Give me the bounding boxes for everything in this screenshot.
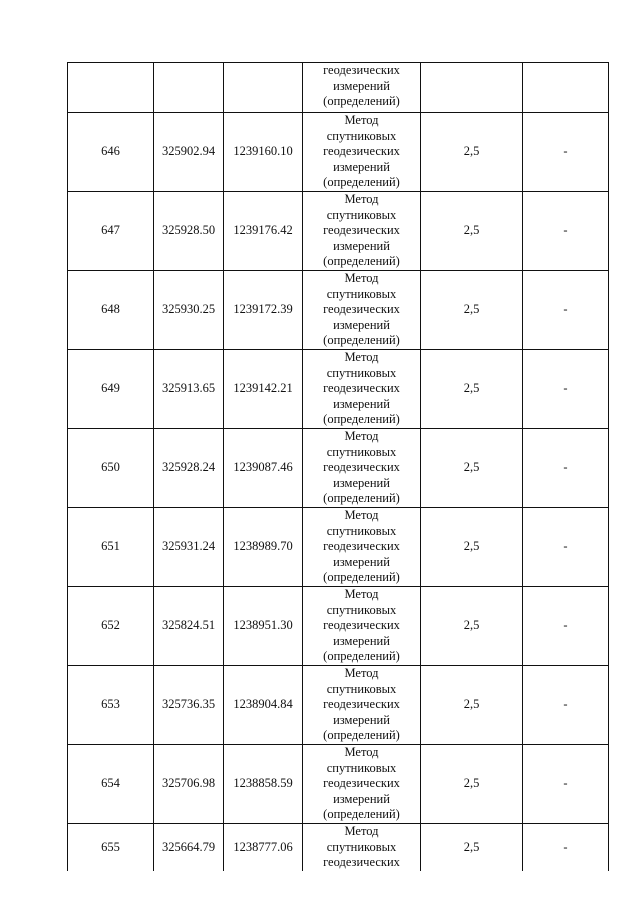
method-line: спутниковых xyxy=(326,128,397,143)
method-line: измерений xyxy=(333,238,390,253)
method-line: (определений) xyxy=(323,570,400,585)
cell-y-coordinate: 1238904.84 xyxy=(224,666,303,745)
cell-note: - xyxy=(523,429,609,508)
table-row xyxy=(68,271,609,350)
method-line: измерений xyxy=(333,633,390,648)
table-row xyxy=(68,192,609,271)
cell-x-coordinate: 325928.24 xyxy=(154,429,224,508)
method-line: геодезических xyxy=(323,144,400,159)
cell-accuracy: 2,5 xyxy=(421,745,523,824)
method-line: (определений) xyxy=(323,254,400,269)
table-row xyxy=(68,350,609,429)
cell-point-number: 648 xyxy=(68,271,154,350)
cell-point-number: 651 xyxy=(68,508,154,587)
cell-x-coordinate: 325706.98 xyxy=(154,745,224,824)
method-line: Метод xyxy=(344,587,379,601)
table-row xyxy=(68,745,609,824)
cell-point-number: 653 xyxy=(68,666,154,745)
cell-accuracy: 2,5 xyxy=(421,508,523,587)
method-line: измерений xyxy=(333,78,390,93)
method-line: измерений xyxy=(333,554,390,569)
cell-x-coordinate: 325824.51 xyxy=(154,587,224,666)
method-line: измерений xyxy=(333,396,390,411)
method-line: геодезических xyxy=(323,302,400,317)
method-line: спутниковых xyxy=(326,365,397,380)
method-line: геодезических xyxy=(323,618,400,633)
cell-method xyxy=(303,587,421,666)
method-line: спутниковых xyxy=(326,207,397,222)
cell-accuracy xyxy=(421,63,523,113)
method-line: измерений xyxy=(333,317,390,332)
cell-y-coordinate: 1239160.10 xyxy=(224,113,303,192)
cell-x-coordinate: 325931.24 xyxy=(154,508,224,587)
cell-x-coordinate: 325664.79 xyxy=(154,824,224,871)
cell-y-coordinate: 1238989.70 xyxy=(224,508,303,587)
method-line: спутниковых xyxy=(326,839,397,854)
cell-note: - xyxy=(523,666,609,745)
cell-point-number: 650 xyxy=(68,429,154,508)
method-line: Метод xyxy=(344,113,379,127)
method-line: геодезических xyxy=(323,855,400,870)
cell-y-coordinate: 1238858.59 xyxy=(224,745,303,824)
cell-note: - xyxy=(523,113,609,192)
table-row xyxy=(68,113,609,192)
cell-note xyxy=(523,63,609,113)
coordinates-table xyxy=(67,62,609,871)
method-line: геодезических xyxy=(323,539,400,554)
method-line: геодезических xyxy=(323,776,400,791)
cell-point-number xyxy=(68,63,154,113)
method-line: (определений) xyxy=(323,491,400,506)
cell-note: - xyxy=(523,271,609,350)
table-row xyxy=(68,824,609,871)
method-line: измерений xyxy=(333,712,390,727)
method-line: геодезических xyxy=(323,381,400,396)
method-line: Метод xyxy=(344,666,379,680)
cell-method xyxy=(303,271,421,350)
cell-point-number: 655 xyxy=(68,824,154,871)
method-line: Метод xyxy=(344,429,379,443)
cell-method xyxy=(303,508,421,587)
method-line: Метод xyxy=(344,192,379,206)
cell-note: - xyxy=(523,508,609,587)
cell-y-coordinate xyxy=(224,63,303,113)
cell-y-coordinate: 1239172.39 xyxy=(224,271,303,350)
method-line: (определений) xyxy=(323,333,400,348)
method-line: геодезических xyxy=(323,63,400,77)
cell-note: - xyxy=(523,192,609,271)
cell-x-coordinate: 325928.50 xyxy=(154,192,224,271)
method-line: спутниковых xyxy=(326,681,397,696)
cell-x-coordinate: 325913.65 xyxy=(154,350,224,429)
cell-accuracy: 2,5 xyxy=(421,587,523,666)
cell-method xyxy=(303,745,421,824)
cell-note: - xyxy=(523,350,609,429)
cell-accuracy: 2,5 xyxy=(421,824,523,871)
table-row-continuation xyxy=(68,63,609,113)
method-line: измерений xyxy=(333,159,390,174)
cell-method xyxy=(303,113,421,192)
method-line: геодезических xyxy=(323,697,400,712)
method-line: геодезических xyxy=(323,223,400,238)
method-line: Метод xyxy=(344,824,379,838)
method-line: (определений) xyxy=(323,412,400,427)
cell-y-coordinate: 1238951.30 xyxy=(224,587,303,666)
method-line: (определений) xyxy=(323,175,400,190)
cell-accuracy: 2,5 xyxy=(421,666,523,745)
method-line: спутниковых xyxy=(326,760,397,775)
cell-y-coordinate: 1239142.21 xyxy=(224,350,303,429)
cell-accuracy: 2,5 xyxy=(421,192,523,271)
cell-method xyxy=(303,192,421,271)
method-line: геодезических xyxy=(323,460,400,475)
cell-method xyxy=(303,350,421,429)
cell-x-coordinate xyxy=(154,63,224,113)
method-line: Метод xyxy=(344,350,379,364)
table-row xyxy=(68,587,609,666)
cell-accuracy: 2,5 xyxy=(421,429,523,508)
table-row xyxy=(68,666,609,745)
cell-x-coordinate: 325902.94 xyxy=(154,113,224,192)
cell-point-number: 646 xyxy=(68,113,154,192)
cell-accuracy: 2,5 xyxy=(421,113,523,192)
method-line: Метод xyxy=(344,508,379,522)
table-row xyxy=(68,429,609,508)
cell-method xyxy=(303,824,421,871)
cell-point-number: 654 xyxy=(68,745,154,824)
cell-method xyxy=(303,429,421,508)
method-line: Метод xyxy=(344,271,379,285)
cell-point-number: 647 xyxy=(68,192,154,271)
method-line: (определений) xyxy=(323,649,400,664)
cell-y-coordinate: 1238777.06 xyxy=(224,824,303,871)
method-line: Метод xyxy=(344,745,379,759)
method-line: (определений) xyxy=(323,728,400,743)
cell-x-coordinate: 325736.35 xyxy=(154,666,224,745)
cell-accuracy: 2,5 xyxy=(421,271,523,350)
method-line: измерений xyxy=(333,475,390,490)
cell-method xyxy=(303,666,421,745)
table-row xyxy=(68,508,609,587)
method-line: (определений) xyxy=(323,807,400,822)
cell-note: - xyxy=(523,745,609,824)
cell-note: - xyxy=(523,587,609,666)
method-line: спутниковых xyxy=(326,602,397,617)
cell-point-number: 652 xyxy=(68,587,154,666)
method-line: спутниковых xyxy=(326,523,397,538)
cell-point-number: 649 xyxy=(68,350,154,429)
cell-y-coordinate: 1239176.42 xyxy=(224,192,303,271)
method-line: (определений) xyxy=(323,94,400,109)
method-line: спутниковых xyxy=(326,444,397,459)
method-line: спутниковых xyxy=(326,286,397,301)
method-line: измерений xyxy=(333,791,390,806)
cell-y-coordinate: 1239087.46 xyxy=(224,429,303,508)
cell-x-coordinate: 325930.25 xyxy=(154,271,224,350)
cell-method xyxy=(303,63,421,113)
cell-note: - xyxy=(523,824,609,871)
cell-accuracy: 2,5 xyxy=(421,350,523,429)
